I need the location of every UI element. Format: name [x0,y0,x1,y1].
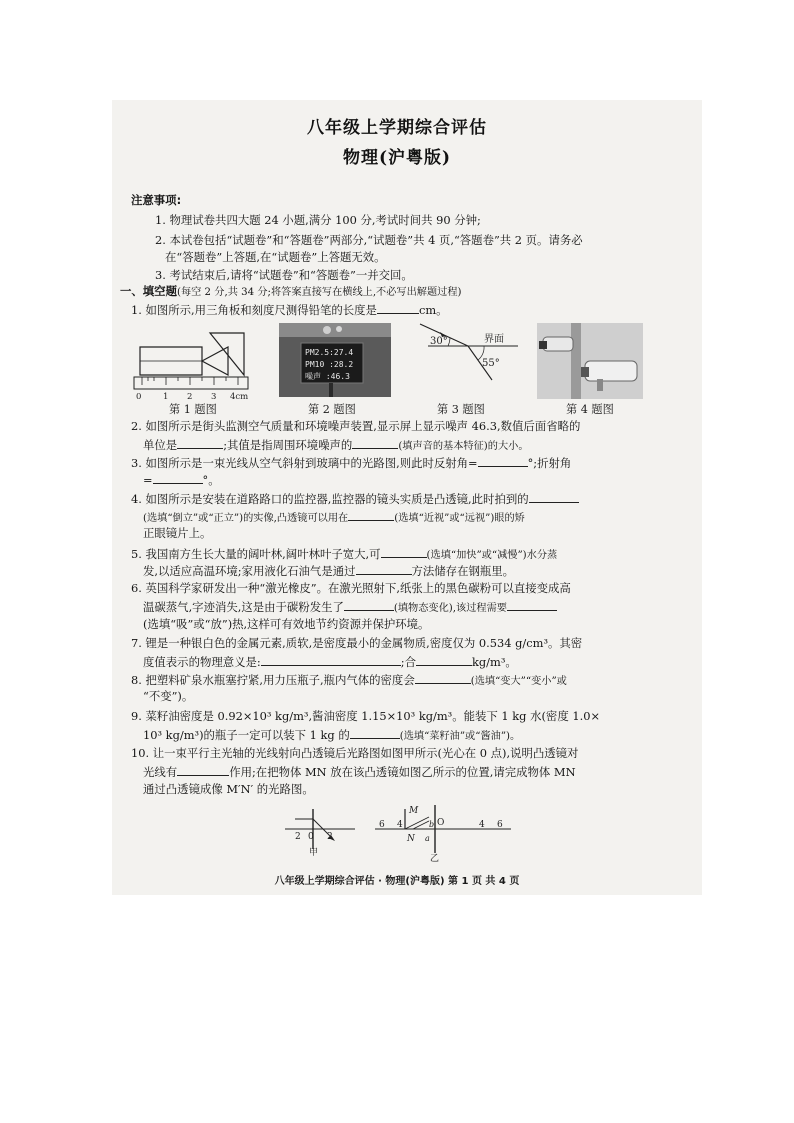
question-3-line-1 [131,455,671,471]
question-10-line-3: 通过凸透镜成像 M′N′ 的光路图。 [143,782,314,796]
q3-text-b: °;折射角 [527,456,572,470]
figure-4-camera-photo [537,323,643,399]
question-7-line-1: 7. 锂是一种银白色的金属元素,质软,是密度最小的金属物质,密度仅为 0.534 g/cm³。其密 [131,636,583,650]
q1-answer-blank[interactable] [377,302,419,314]
ruler-tick-4: 4cm [230,392,249,402]
yi-tick-4-left: 4 [397,820,403,830]
caption-figure-4: 第 4 题图 [566,403,614,416]
question-8-line-1 [131,672,671,689]
question-10-line-2 [143,764,683,780]
question-6-line-2 [143,599,683,616]
q1-unit: cm。 [418,303,448,317]
question-6-line-1: 6. 英国科学家研发出一种“激光橡皮”。在激光照射下,纸张上的黑色碳粉可以直接变成高 [131,581,571,595]
q5-blank-1[interactable] [381,546,427,558]
angle-55: 55° [482,358,500,369]
q7-blank-2[interactable] [416,654,472,666]
q5-text-b: (选填“加快”或“减慢”)水分蒸 [426,550,558,561]
ruler-tick-2: 2 [187,392,193,402]
q3-text-d: °。 [202,473,220,487]
q7-blank-1[interactable] [261,654,401,666]
notice-item-2: 2. 本试卷包括“试题卷”和“答题卷”两部分,“试题卷”共 4 页,“答题卷”共 2 页。请务必 [155,233,583,247]
angle-30: 30° [430,336,448,347]
q7-text-c: kg/m³。 [471,655,517,669]
ruler-tick-1: 1 [163,392,169,402]
yi-O: O [437,818,445,828]
question-8-line-2: “不变”)。 [143,689,194,703]
section1-heading [120,284,660,300]
caption-figure-2: 第 2 题图 [308,403,356,416]
question-10-line-1: 10. 让一束平行主光轴的光线射向凸透镜后光路图如图甲所示(光心在 0 点),说明凸透镜对 [131,746,579,760]
question-5-line-2 [143,563,683,579]
q2-blank-2[interactable] [352,437,398,449]
section1-note: (每空 2 分,共 34 分;将答案直接写在横线上,不必写出解题过程) [176,287,462,298]
jia-label: 甲 [309,848,319,858]
figure-3-refraction [418,318,528,388]
page-title: 八年级上学期综合评估 [307,118,487,138]
question-4-line-3: 正眼镜片上。 [143,526,212,540]
yi-label: 乙 [430,854,440,864]
notice-item-3: 3. 考试结束后,请将“试题卷”和“答题卷”一并交回。 [155,268,413,282]
notice-heading: 注意事项: [131,193,182,207]
interface-label: 界面 [484,334,504,345]
q7-text-b: ;合 [400,655,416,669]
ruler-tick-0: 0 [136,392,142,402]
page-subtitle: 物理(沪粤版) [342,148,452,168]
q5-blank-2[interactable] [356,563,412,575]
figure-10-jia-lens [285,805,357,858]
q2-text-a: 单位是 [143,438,178,452]
question-9-line-1: 9. 菜籽油密度是 0.92×10³ kg/m³,酱油密度 1.15×10³ kg/m³。能装下 1 kg 水(密度 1.0× [131,709,600,723]
q6-text-b: (填物态变化),该过程需要 [393,603,507,614]
question-4-line-2 [143,509,683,526]
section1-title: 一、填空题 [120,284,177,298]
q6-blank-1[interactable] [344,599,394,611]
q2-blank-1[interactable] [177,437,223,449]
yi-a: a [425,834,430,843]
q3-text-c: = [143,473,153,487]
question-5-line-1 [131,546,671,563]
q10-text-b: 作用;在把物体 MN 放在该凸透镜如图乙所示的位置,请完成物体 MN [229,765,576,779]
question-2-line-1: 2. 如图所示是街头监测空气质量和环境噪声装置,显示屏上显示噪声 46.3,数值后面省略的 [131,419,581,433]
q9-text-a: 10³ kg/m³)的瓶子一定可以装下 1 kg 的 [143,728,350,742]
q6-text-a: 温碳蒸气,字迹消失,这是由于碳粉发生了 [143,600,344,614]
q3-text-a: 3. 如图所示是一束光线从空气斜射到玻璃中的光路图,则此时反射角= [131,456,478,470]
jia-tick-left: 2 [295,832,301,842]
figure-10-yi-lens [375,803,513,863]
q8-text-a: 8. 把塑料矿泉水瓶塞拧紧,用力压瓶子,瓶内气体的密度会 [131,673,415,687]
q4-text-b: (选填“倒立”或“正立”)的实像,凸透镜可以用在 [143,513,349,524]
q9-text-b: (选填“菜籽油”或“酱油”)。 [399,731,521,742]
q6-blank-2[interactable] [507,599,557,611]
q7-text-a: 度值表示的物理意义是: [143,655,261,669]
ruler-tick-3: 3 [211,392,217,402]
yi-tick-6-right: 6 [497,820,503,830]
jia-tick-right: 2 [327,832,333,842]
page-footer: 八年级上学期综合评估 · 物理(沪粤版) 第 1 页 共 4 页 [274,876,520,887]
question-9-line-2 [143,727,683,744]
question-3-line-2 [143,472,683,488]
notice-item-2-cont: 在“答题卷”上答题,在“试题卷”上答题无效。 [165,250,386,264]
question-4-line-1 [131,491,671,507]
q5-text-c: 发,以适应高温环境;家用液化石油气是通过 [143,564,356,578]
notice-item-1: 1. 物理试卷共四大题 24 小题,满分 100 分,考试时间共 90 分钟; [155,213,481,227]
q4-blank-1[interactable] [529,491,579,503]
q3-blank-2[interactable] [153,472,203,484]
question-1 [131,302,671,318]
q9-blank-1[interactable] [350,727,400,739]
q4-text-c: (选填“近视”或“远视”)眼的矫 [394,513,525,524]
q2-text-c: (填声音的基本特征)的大小。 [398,441,529,452]
yi-N: N [407,834,415,844]
yi-tick-4-right: 4 [479,820,485,830]
q4-blank-2[interactable] [348,509,394,521]
q10-text-a: 光线有 [143,765,178,779]
figure-2-display-photo [279,323,391,397]
q4-text-a: 4. 如图所示是安装在道路路口的监控器,监控器的镜头实质是凸透镜,此时拍到的 [131,492,529,506]
caption-figure-3: 第 3 题图 [437,403,485,416]
question-7-line-2 [143,654,683,670]
q3-blank-1[interactable] [478,455,528,467]
q10-blank-1[interactable] [177,764,229,776]
display-noise: 噪声 :46.3 [305,372,350,381]
yi-tick-6-left: 6 [379,820,385,830]
q1-text: 1. 如图所示,用三角板和刻度尺测得铅笔的长度是 [131,303,377,317]
display-pm10: PM10 :28.2 [305,360,354,369]
q5-text-a: 5. 我国南方生长大量的阔叶林,阔叶林叶子宽大,可 [131,547,381,561]
jia-tick-center: 0 [308,832,314,842]
caption-figure-1: 第 1 题图 [169,403,217,416]
yi-M: M [409,806,419,816]
q2-text-b: ;其值是指周围环境噪声的 [223,438,353,452]
q8-text-b: (选填“变大”“变小”或 [470,676,567,687]
question-6-line-3: (选填“吸”或“放”)热,这样可有效地节约资源并保护环境。 [143,617,430,631]
q5-text-d: 方法储存在钢瓶里。 [411,564,515,578]
question-2-line-2 [143,437,683,454]
display-pm25: PM2.5:27.4 [305,348,354,357]
q8-blank-1[interactable] [415,672,471,684]
figure-1-ruler [132,325,252,400]
yi-b: b [429,820,435,829]
